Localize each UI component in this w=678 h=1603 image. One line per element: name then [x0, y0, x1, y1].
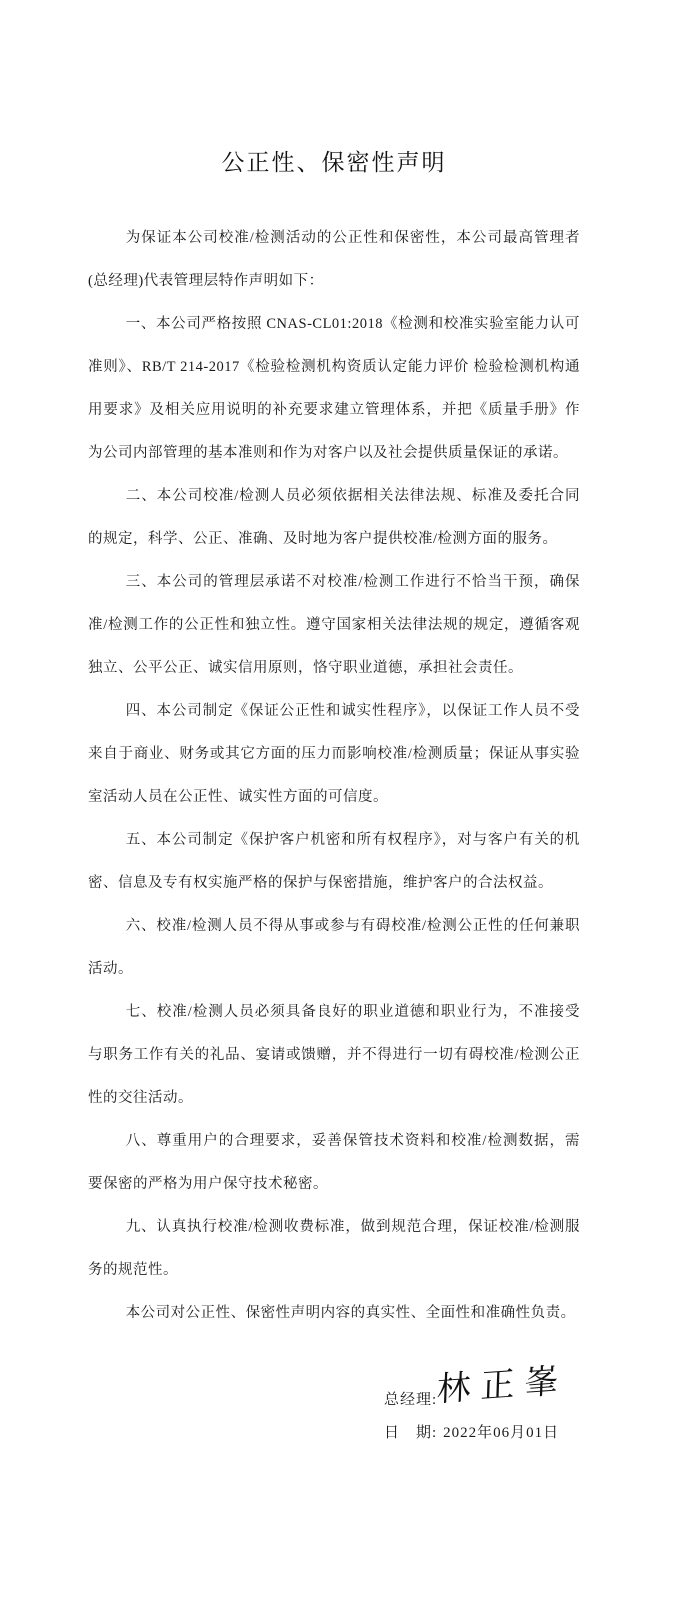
date-row	[384, 1421, 580, 1442]
declaration-item-3: 三、本公司的管理层承诺不对校准/检测工作进行不恰当干预，确保准/检测工作的公正性和独立性。遵守国家相关法律法规的规定，遵循客观独立、公平公正、诚实信用原则，恪守职业道德，承担社会责任。	[88, 574, 580, 676]
declaration-item-1: 一、本公司严格按照 CNAS-CL01:2018《检测和校准实验室能力认可准则》、RB/T 214-2017《检验检测机构资质认定能力评价 检验检测机构通用要求》及相关应用说明的补充要求建立管理体系，并把《质量手册》作为公司内部管理的基本准则和作为对客户以及社会提供质量保证的承诺。	[88, 316, 580, 461]
signature-row	[384, 1361, 580, 1413]
declaration-item-4: 四、本公司制定《保证公正性和诚实性程序》，以保证工作人员不受来自于商业、财务或其它方面的压力而影响校准/检测质量；保证从事实验室活动人员在公正性、诚实性方面的可信度。	[88, 703, 580, 805]
declaration-item-2: 二、本公司校准/检测人员必须依据相关法律法规、标准及委托合同的规定，科学、公正、准确、及时地为客户提供校准/检测方面的服务。	[88, 488, 580, 547]
date-value: 2022年06月01日	[443, 1425, 560, 1441]
handwritten-signature: 林正峯	[436, 1362, 570, 1409]
declaration-item-6: 六、校准/检测人员不得从事或参与有碍校准/检测公正性的任何兼职活动。	[88, 918, 580, 977]
document-title: 公正性、保密性声明	[221, 150, 447, 175]
declaration-item-8: 八、尊重用户的合理要求，妥善保管技术资料和校准/检测数据，需要保密的严格为用户保守技术秘密。	[88, 1133, 580, 1192]
declaration-item-7: 七、校准/检测人员必须具备良好的职业道德和职业行为，不准接受与职务工作有关的礼品、宴请或馈赠，并不得进行一切有碍校准/检测公正性的交往活动。	[88, 1004, 580, 1106]
declaration-closing: 本公司对公正性、保密性声明内容的真实性、全面性和准确性负责。	[125, 1305, 576, 1321]
signature-block	[88, 1361, 580, 1442]
document-content	[88, 144, 580, 1442]
general-manager-label: 总经理:	[384, 1392, 438, 1408]
declaration-item-9: 九、认真执行校准/检测收费标准，做到规范合理，保证校准/检测服务的规范性。	[88, 1219, 580, 1278]
declaration-item-5: 五、本公司制定《保护客户机密和所有权程序》，对与客户有关的机密、信息及专有权实施严格的保护与保密措施，维护客户的合法权益。	[88, 832, 580, 891]
declaration-intro: 为保证本公司校准/检测活动的公正性和保密性，本公司最高管理者(总经理)代表管理层特作声明如下：	[88, 230, 580, 289]
date-label: 日 期:	[384, 1425, 438, 1441]
